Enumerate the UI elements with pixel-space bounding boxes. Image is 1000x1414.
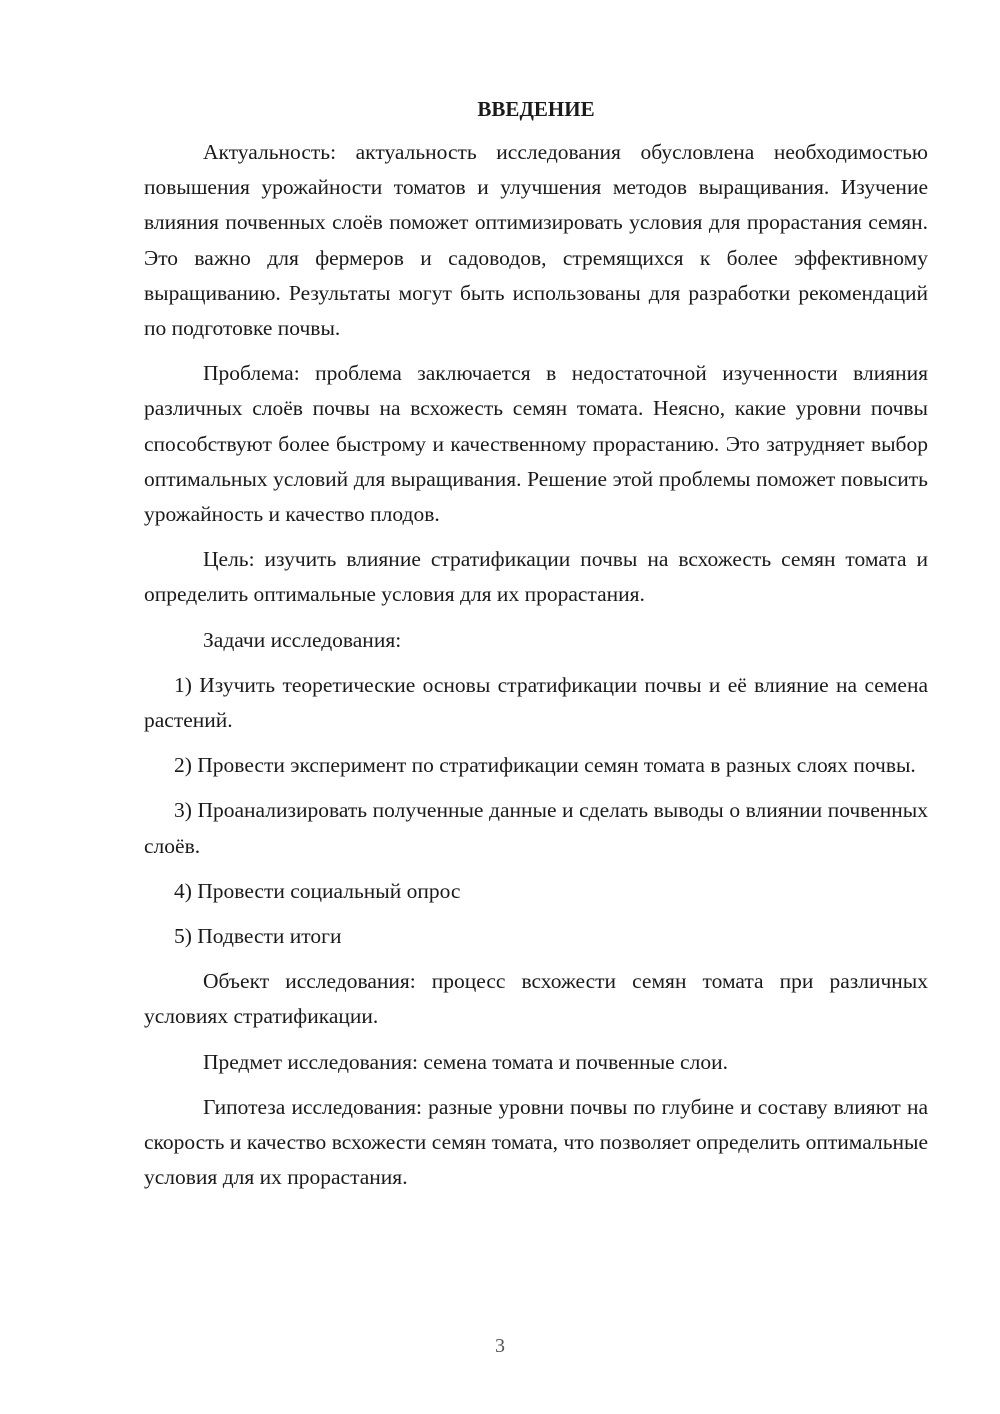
task-item-1: 1) Изучить теоретические основы стратификации почвы и её влияние на семена растений. [144,672,928,733]
section-title: ВВЕДЕНИЕ [477,97,595,121]
document-page [144,92,928,1195]
task-item-5: 5) Подвести итоги [174,924,342,949]
paragraph-goal: Цель: изучить влияние стратификации почвы на всхожесть семян томата и определить оптимальные условия для их прорастания. [144,547,928,607]
task-item-2: 2) Провести эксперимент по стратификации семян томата в разных слоях почвы. [174,753,916,778]
paragraph-relevance: Актуальность: актуальность исследования обусловлена необходимостью повышения урожайности томатов и улучшения методов выращивания. Изучение влияния почвенных слоёв поможет оптимизировать условия для прорастания семян. Это важно для фермеров и садоводов, стремящихся к более эффективному выращиванию. Результаты могут быть использованы для разработки рекомендаций по подготовке почвы. [144,140,928,341]
paragraph-problem: Проблема: проблема заключается в недостаточной изученности влияния различных слоёв почвы на всхожесть семян томата. Неясно, какие уровни почвы способствуют более быстрому и качественному прорастанию. Это затрудняет выбор оптимальных условий для выращивания. Решение этой проблемы поможет повысить урожайность и качество плодов. [144,361,928,527]
paragraph-object: Объект исследования: процесс всхожести семян томата при различных условиях стратификации. [144,969,928,1029]
paragraph-hypothesis: Гипотеза исследования: разные уровни почвы по глубине и составу влияют на скорость и качество всхожести семян томата, что позволяет определить оптимальные условия для их прорастания. [144,1094,928,1190]
paragraph-subject: Предмет исследования: семена томата и почвенные слои. [203,1049,728,1074]
task-item-4: 4) Провести социальный опрос [174,878,461,903]
page-number: 3 [495,1335,505,1357]
tasks-heading: Задачи исследования: [203,627,402,652]
task-item-3: 3) Проанализировать полученные данные и сделать выводы о влиянии почвенных слоёв. [144,798,928,858]
